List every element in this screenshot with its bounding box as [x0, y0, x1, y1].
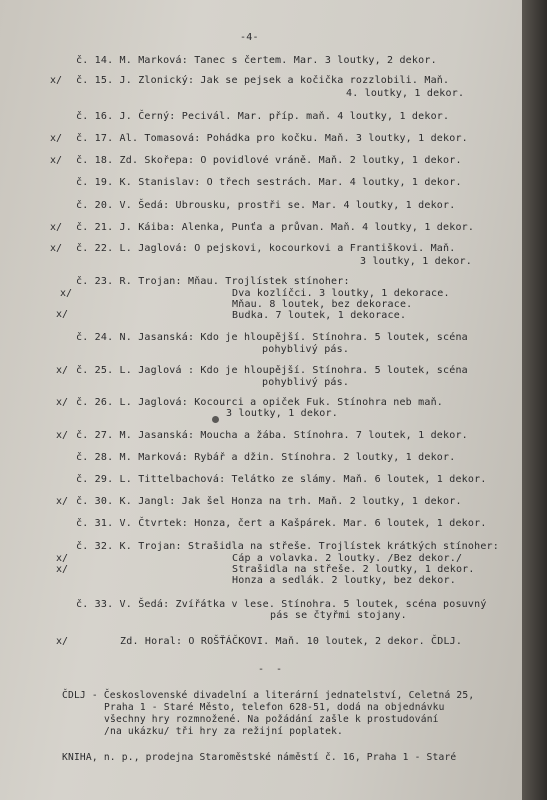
entry-line: č. 28. M. Marková: Rybář a džin. Stínohra. 2 loutky, 1 dekor. [76, 452, 456, 463]
check-mark: x/ [50, 133, 63, 144]
entry-line: č. 17. Al. Tomasová: Pohádka pro kočku. Maň. 3 loutky, 1 dekor. [76, 133, 468, 144]
check-mark: x/ [56, 496, 69, 507]
entry-line: Cáp a volavka. 2 loutky. /Bez dekor./ [232, 553, 463, 564]
entry-line: č. 24. N. Jasanská: Kdo je hloupější. Stínohra. 5 loutek, scéna [76, 332, 468, 343]
entry-line: Zd. Horal: O ROŠŤÁČKOVI. Maň. 10 loutek, 2 dekor. ČDLJ. [120, 636, 463, 647]
entry-line: č. 25. L. Jaglová : Kdo je hloupější. Stínohra. 5 loutek, scéna [76, 365, 468, 376]
check-mark: x/ [50, 222, 63, 233]
check-mark: x/ [56, 564, 69, 575]
entry-line: č. 14. M. Marková: Tanec s čertem. Mar. 3 loutky, 2 dekor. [76, 55, 437, 66]
check-mark: x/ [50, 155, 63, 166]
entry-line: 3 loutky, 1 dekor. [360, 256, 472, 267]
entry-line: pohyblivý pás. [262, 377, 350, 388]
entry-line: č. 15. J. Zlonický: Jak se pejsek a kočička rozzlobili. Maň. [76, 75, 450, 86]
separator: - - [258, 664, 286, 675]
check-mark: x/ [56, 397, 69, 408]
footnote-line: všechny hry rozmnožené. Na požádání zašle k prostudování [104, 714, 439, 725]
entry-line: č. 30. K. Jangl: Jak šel Honza na trh. Maň. 2 loutky, 1 dekor. [76, 496, 462, 507]
entry-line: č. 22. L. Jaglová: O pejskovi, kocourkovi a Františkovi. Maň. [76, 243, 456, 254]
entry-line: č. 29. L. Tittelbachová: Telátko ze slámy. Maň. 6 loutek, 1 dekor. [76, 474, 487, 485]
entry-line: č. 20. V. Šedá: Ubrousku, prostři se. Mar. 4 loutky, 1 dekor. [76, 200, 456, 211]
check-mark: x/ [56, 430, 69, 441]
check-mark: x/ [50, 75, 63, 86]
footnote-line: ČDLJ - Československé divadelní a literární jednatelství, Celetná 25, [62, 690, 475, 701]
entry-line: Strašidla na střeše. 2 loutky, 1 dekor. [232, 564, 475, 575]
entry-line: č. 23. R. Trojan: Mňau. Trojlístek stínoher: [76, 276, 350, 287]
entry-line: č. 31. V. Čtvrtek: Honza, čert a Kašpárek. Mar. 6 loutek, 1 dekor. [76, 518, 487, 529]
check-mark: x/ [56, 553, 69, 564]
entry-line: Budka. 7 loutek, 1 dekorace. [232, 310, 407, 321]
entry-line: Mňau. 8 loutek, bez dekorace. [232, 299, 413, 310]
entry-line: č. 18. Zd. Skořepa: O povidlové vráně. Maň. 2 loutky, 1 dekor. [76, 155, 462, 166]
ink-blot [212, 416, 219, 423]
entry-line: Honza a sedlák. 2 loutky, bez dekor. [232, 575, 456, 586]
entry-line: č. 26. L. Jaglová: Kocourci a opiček Fuk. Stínohra neb maň. [76, 397, 444, 408]
check-mark: x/ [56, 309, 69, 320]
entry-line: č. 19. K. Stanislav: O třech sestrách. Mar. 4 loutky, 1 dekor. [76, 177, 462, 188]
entry-line: č. 33. V. Šedá: Zvířátka v lese. Stínohra. 5 loutek, scéna posuvný [76, 599, 487, 610]
bottom-line: KNIHA, n. p., prodejna Staroměstské náměstí č. 16, Praha 1 - Staré [62, 752, 457, 763]
entry-line: 3 loutky, 1 dekor. [226, 408, 338, 419]
background-edge [522, 0, 547, 800]
page-number: -4- [240, 32, 259, 43]
entry-line: pás se čtyřmi stojany. [270, 610, 407, 621]
check-mark: x/ [56, 365, 69, 376]
entry-line: č. 21. J. Káiba: Alenka, Punťa a průvan. Maň. 4 loutky, 1 dekor. [76, 222, 475, 233]
check-mark: x/ [60, 288, 73, 299]
entry-line: č. 16. J. Černý: Pecivál. Mar. příp. maň. 4 loutky, 1 dekor. [76, 111, 450, 122]
check-mark: x/ [56, 636, 69, 647]
entry-line: 4. loutky, 1 dekor. [346, 88, 465, 99]
entry-line: č. 27. M. Jasanská: Moucha a žába. Stínohra. 7 loutek, 1 dekor. [76, 430, 468, 441]
entry-line: č. 32. K. Trojan: Strašidla na střeše. Trojlístek krátkých stínoher: [76, 541, 499, 552]
entry-line: Dva kozlíčci. 3 loutky, 1 dekorace. [232, 288, 450, 299]
footnote-line: Praha 1 - Staré Město, telefon 628-51, dodá na objednávku [104, 702, 445, 713]
entry-line: pohyblivý pás. [262, 344, 350, 355]
check-mark: x/ [50, 243, 63, 254]
footnote-line: /na ukázku/ tři hry za režijní poplatek. [104, 726, 344, 737]
